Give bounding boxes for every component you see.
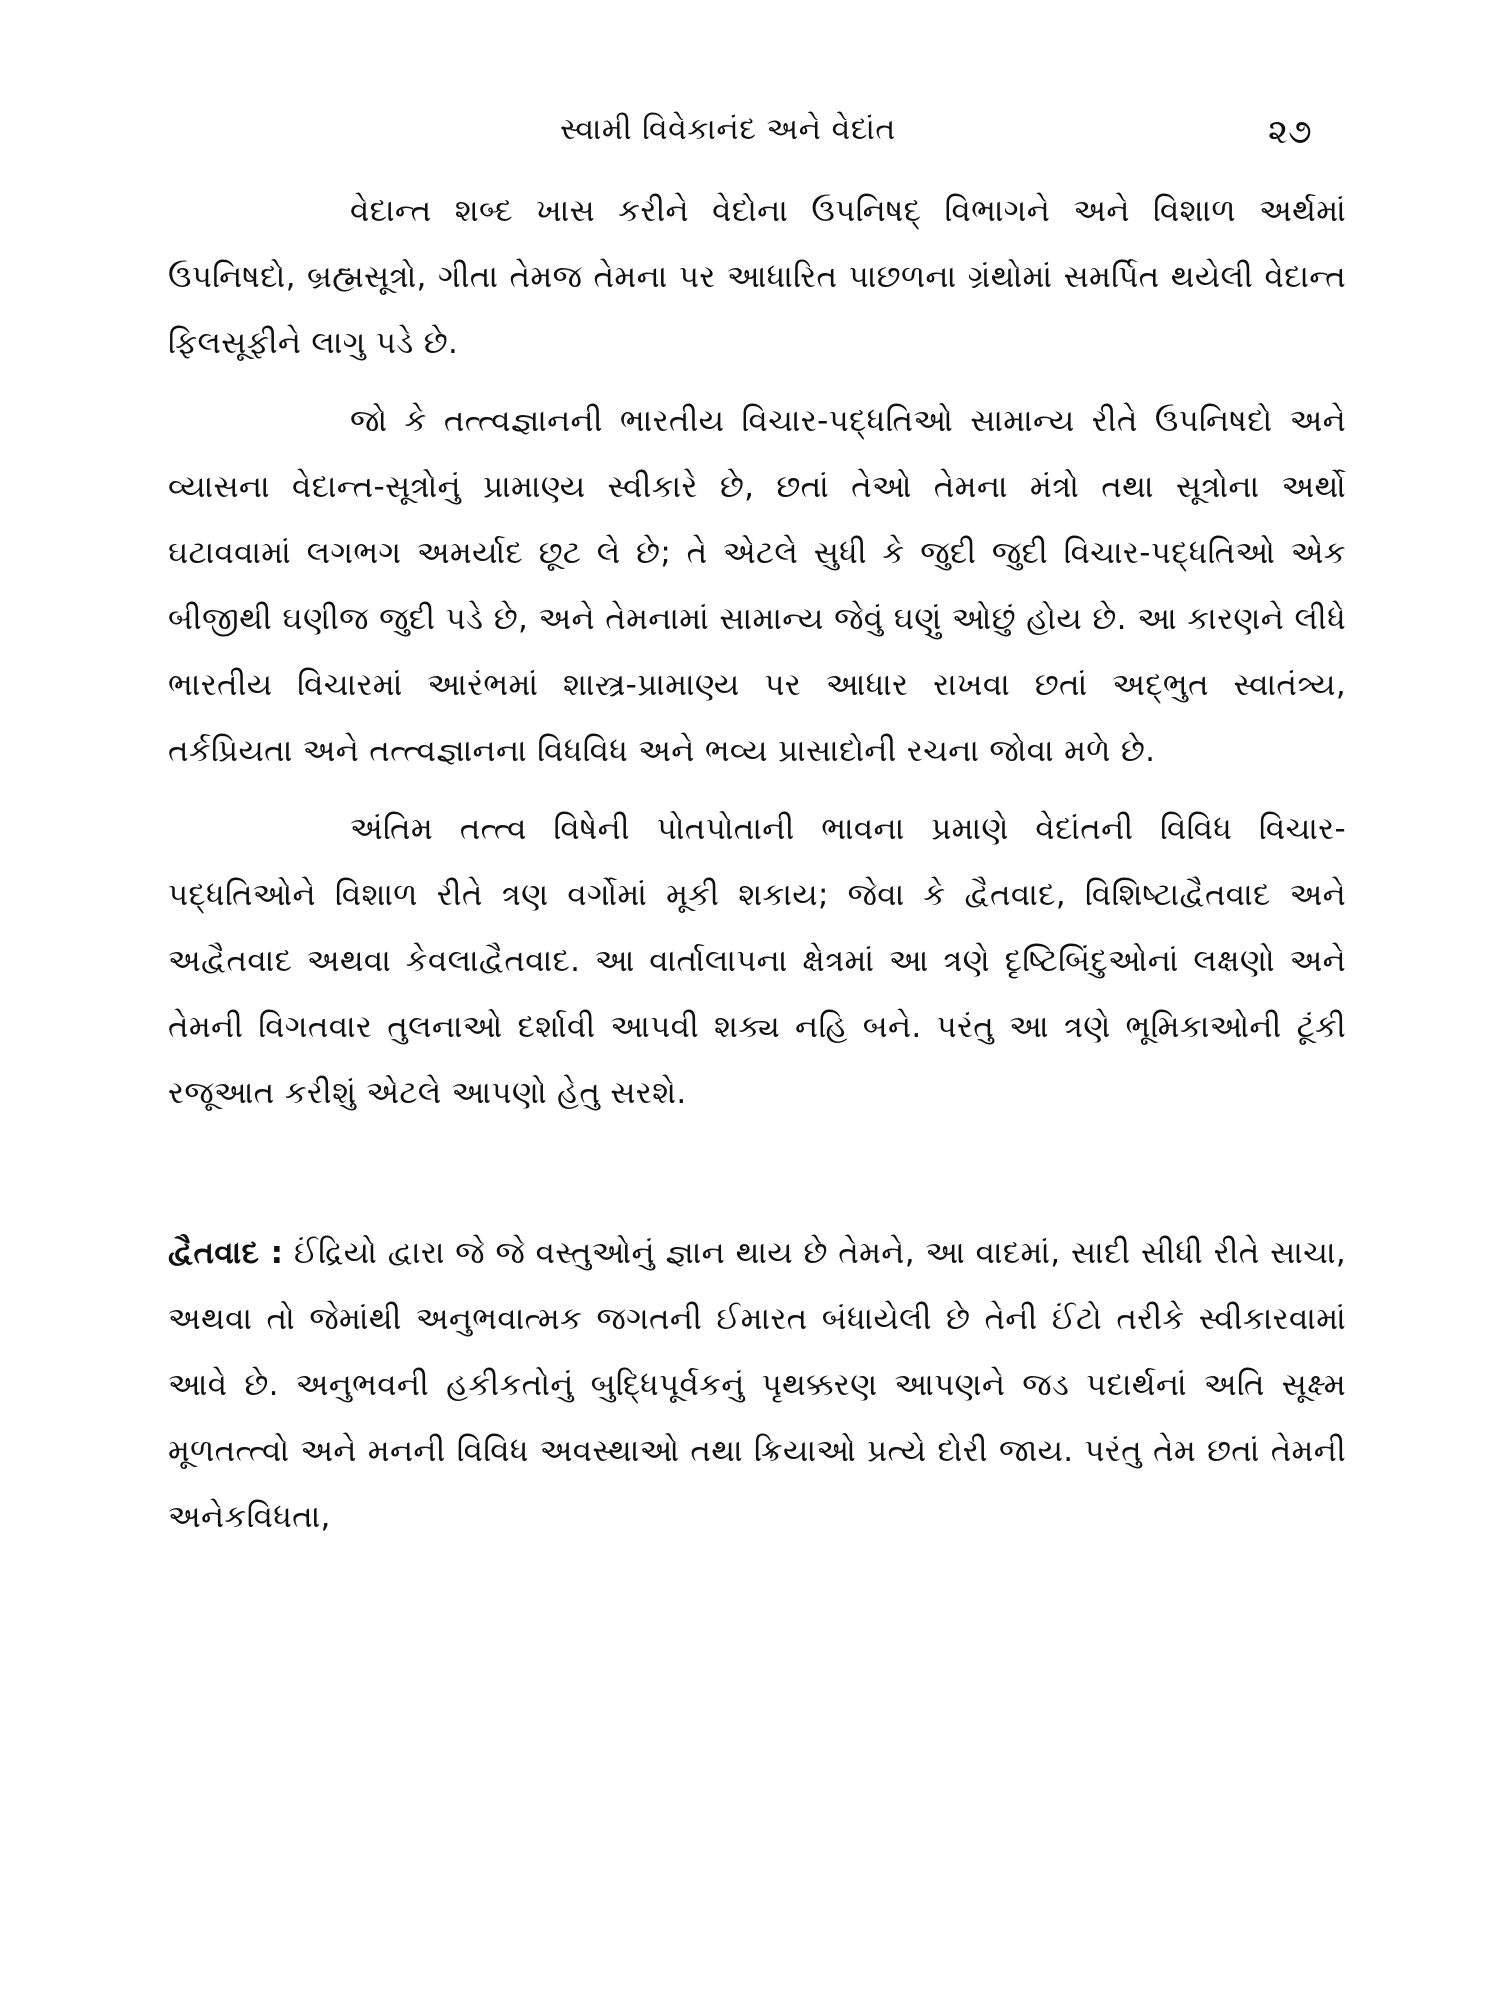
paragraph-three-schools: અંતિમ તત્ત્વ વિષેની પોતપોતાની ભાવના પ્રમાણે વેદાંતની વિવિધ વિચાર-પદ્ધતિઓને વિશાળ રીતે ત્રણ વર્ગોમાં મૂકી શકાય; જેવા કે દ્વૈતવાદ, વિશિષ્ટાદ્વૈતવાદ અને અદ્વૈતવાદ અથવા કેવલાદ્વૈતવાદ. આ વાર્તાલાપના ક્ષેત્રમાં આ ત્રણે દૃષ્ટિબિંદુઓનાં લક્ષણો અને તેમની વિગતવાર તુલનાઓ દર્શાવી આપવી શક્ય નહિ બને. પરંતુ આ ત્રણે ભૂમિકાઓની ટૂંકી રજૂઆત કરીશું એટલે આપણો હેતુ સરશે.: [168, 811, 1346, 1111]
header-title: સ્વામી વિવેકાનંદ અને વેદાંત: [560, 112, 896, 147]
paragraph-vedanta-definition: વેદાન્ત શબ્દ ખાસ કરીને વેદોના ઉપનિષદ્ વિભાગને અને વિશાળ અર્થમાં ઉપનિષદો, બ્રહ્મસૂત્રો, ગીતા તેમજ તેમના પર આધારિત પાછળના ગ્રંથોમાં સમર્પિત થયેલી વેદાન્ત ફિલસૂફીને લાગુ પડે છે.: [168, 193, 1346, 361]
page-body: [168, 178, 1346, 1550]
dvaitavada-text: ઈંદ્રિયો દ્વારા જે જે વસ્તુઓનું જ્ઞાન થાય છે તેમને, આ વાદમાં, સાદી સીધી રીતે સાચા, અથવા તો જેમાંથી અનુભવાત્મક જગતની ઈમારત બંધાયેલી છે તેની ઈંટો તરીકે સ્વીકારવામાં આવે છે. અનુભવની હકીકતોનું બુદ્ધિપૂર્વકનું પૃથક્કરણ આપણને જડ પદાર્થનાં અતિ સૂક્ષ્મ મૂળતત્ત્વો અને મનની વિવિધ અવસ્થાઓ તથા ક્રિયાઓ પ્રત્યે દોરી જાય. પરંતુ તેમ છતાં તેમની અનેકવિધતા,: [168, 1235, 1347, 1535]
paragraph-dvaitavada: [168, 1220, 1346, 1550]
page-number: ૨૭: [1268, 112, 1312, 152]
dvaitavada-term: દ્વૈતવાદ :: [168, 1235, 284, 1271]
running-header: [0, 112, 1500, 160]
paragraph-indian-philosophy: જો કે તત્ત્વજ્ઞાનની ભારતીય વિચાર-પદ્ધતિઓ સામાન્ય રીતે ઉપનિષદો અને વ્યાસના વેદાન્ત-સૂત્રોનું પ્રામાણ્ય સ્વીકારે છે, છતાં તેઓ તેમના મંત્રો તથા સૂત્રોના અર્થો ઘટાવવામાં લગભગ અમર્યાદ છૂટ લે છે; તે એટલે સુધી કે જુદી જુદી વિચાર-પદ્ધતિઓ એક બીજીથી ઘણીજ જુદી પડે છે, અને તેમનામાં સામાન્ય જેવું ઘણું ઓછું હોય છે. આ કારણને લીધે ભારતીય વિચારમાં આરંભમાં શાસ્ત્ર-પ્રામાણ્ય પર આધાર રાખવા છતાં અદ્ભુત સ્વાતંત્ર્ય, તર્કપ્રિયતા અને તત્ત્વજ્ઞાનના વિધવિધ અને ભવ્ય પ્રાસાદોની રચના જોવા મળે છે.: [168, 403, 1346, 769]
